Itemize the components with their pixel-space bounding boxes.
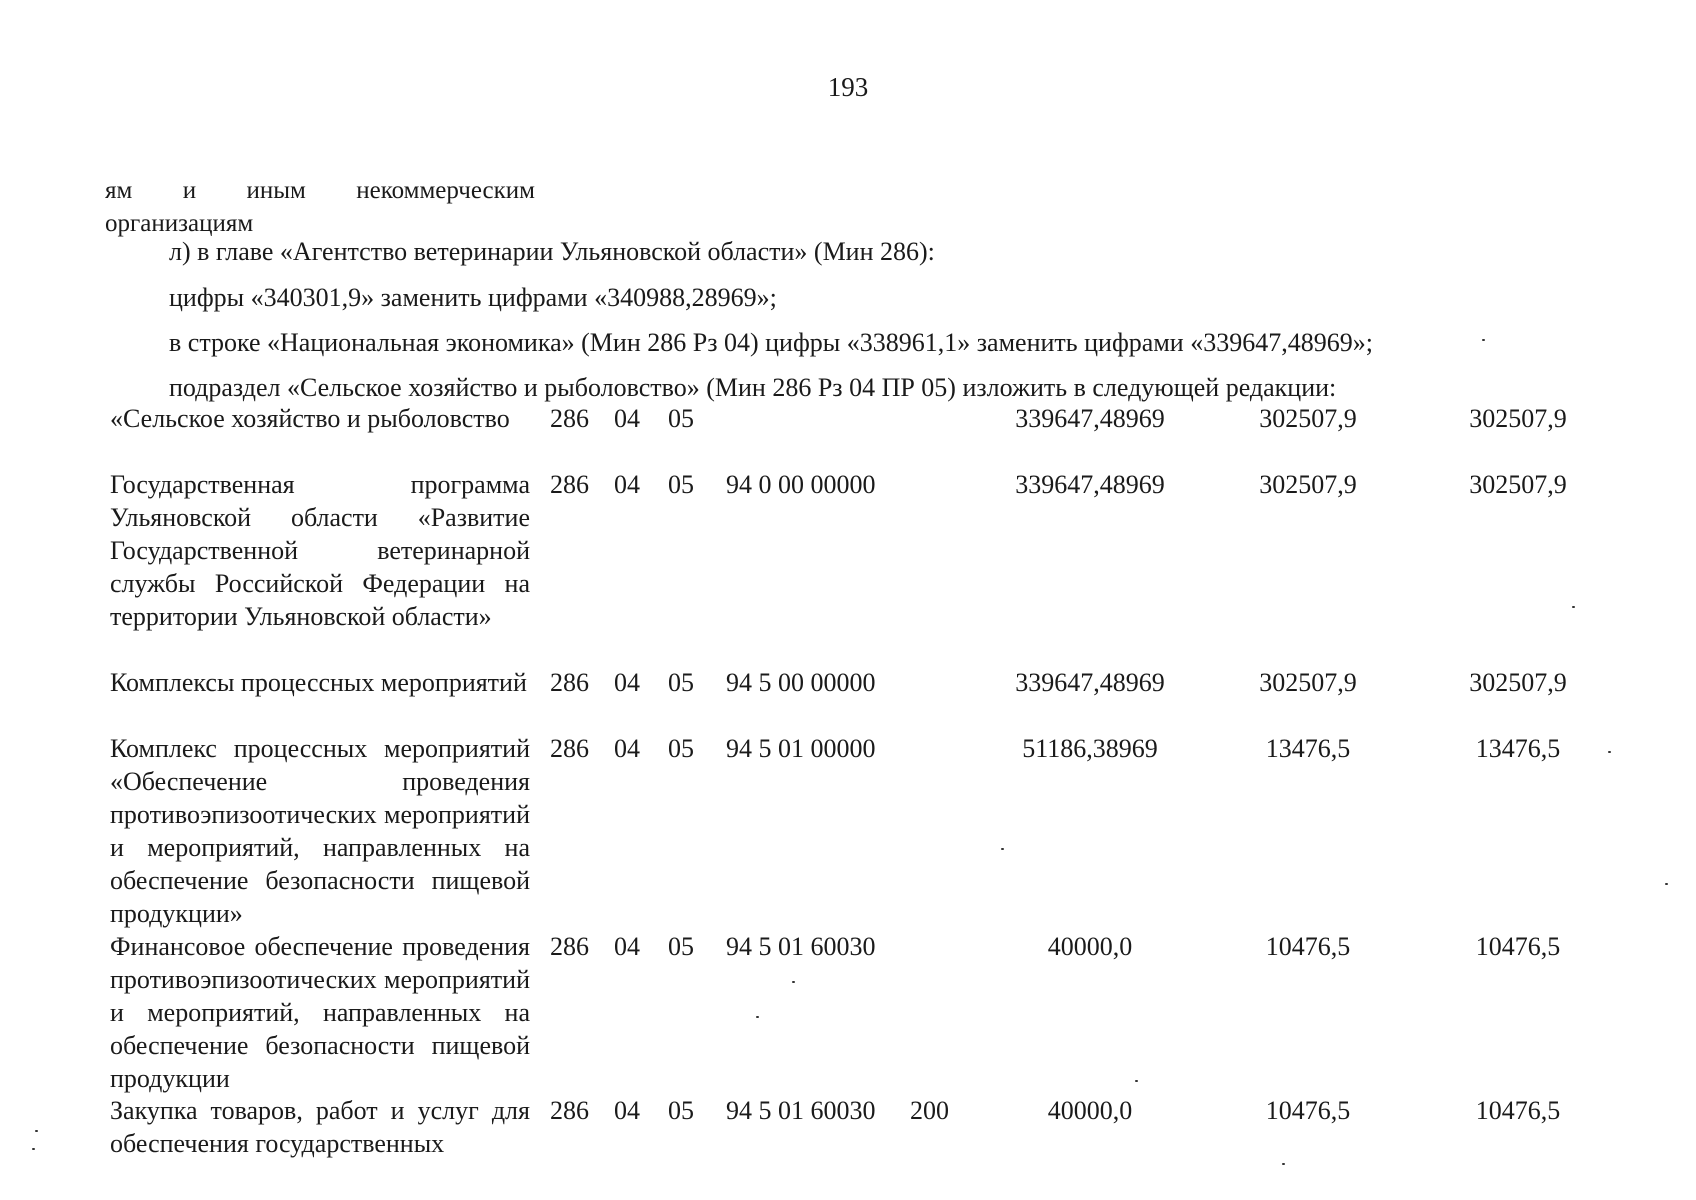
scan-speck (756, 1016, 759, 1018)
cell-value-3: 10476,5 (1475, 932, 1561, 961)
scan-speck (1482, 339, 1485, 341)
cell-min: 286 (550, 470, 589, 499)
row-name: Закупка товаров, работ и услуг для обеспечения государственных (110, 1096, 530, 1158)
cell-min: 286 (550, 404, 589, 433)
cell-value-2: 302507,9 (1259, 668, 1357, 697)
cell-value-3: 302507,9 (1469, 404, 1567, 433)
cell-rz: 04 (614, 404, 640, 433)
row-name: «Сельское хозяйство и рыболовство (110, 404, 510, 433)
cell-value-3: 302507,9 (1469, 668, 1567, 697)
row-name: Государственная программа Ульяновской области «Развитие Государственной ветеринарной службы Российской Федерации на территории Ульяновской области» (110, 470, 530, 631)
paragraph-figures-replace: цифры «340301,9» заменить цифрами «340988,28969»; (169, 283, 777, 312)
cell-csr: 94 5 01 00000 (726, 734, 876, 763)
cell-value-2: 10476,5 (1265, 1096, 1351, 1125)
paragraph-national-economy: в строке «Национальная экономика» (Мин 286 Рз 04) цифры «338961,1» заменить цифрами «339647,48969»; (169, 328, 1373, 357)
paragraph-subsection: подраздел «Сельское хозяйство и рыболовство» (Мин 286 Рз 04 ПР 05) изложить в следующей редакции: (169, 373, 1337, 402)
scan-speck (1282, 1163, 1285, 1165)
cell-value-1: 40000,0 (1047, 1096, 1133, 1125)
cell-pr: 05 (668, 470, 694, 499)
scan-speck (1665, 883, 1668, 885)
cell-rz: 04 (614, 470, 640, 499)
cell-value-1: 40000,0 (1047, 932, 1133, 961)
cell-min: 286 (550, 668, 589, 697)
cell-pr: 05 (668, 404, 694, 433)
cell-value-3: 10476,5 (1475, 1096, 1561, 1125)
cell-value-2: 13476,5 (1265, 734, 1351, 763)
scan-speck (1572, 606, 1575, 608)
continuation-text: ям и иным некоммерческим организациям (105, 177, 535, 237)
scan-speck (1608, 751, 1611, 753)
cell-value-3: 13476,5 (1475, 734, 1561, 763)
cell-value-1: 339647,48969 (1015, 404, 1165, 433)
cell-value-1: 339647,48969 (1015, 470, 1165, 499)
cell-vr: 200 (910, 1096, 949, 1125)
cell-min: 286 (550, 1096, 589, 1125)
scan-speck (1001, 848, 1004, 850)
row-name: Комплексы процессных мероприятий (110, 668, 527, 697)
cell-csr: 94 5 00 00000 (726, 668, 876, 697)
scan-speck (1135, 1080, 1138, 1082)
cell-rz: 04 (614, 1096, 640, 1125)
row-name: Финансовое обеспечение проведения противоэпизоотических мероприятий и мероприятий, направленных на обеспечение безопасности пищевой продукции (110, 932, 530, 1093)
cell-value-2: 302507,9 (1259, 470, 1357, 499)
scan-speck (32, 1148, 35, 1150)
cell-value-1: 339647,48969 (1015, 668, 1165, 697)
scan-speck (35, 1130, 38, 1132)
cell-value-1: 51186,38969 (1022, 734, 1158, 763)
paragraph-chapter: л) в главе «Агентство ветеринарии Ульяновской области» (Мин 286): (169, 237, 935, 266)
cell-value-2: 302507,9 (1259, 404, 1357, 433)
cell-min: 286 (550, 932, 589, 961)
scan-speck (792, 981, 795, 983)
cell-value-3: 302507,9 (1469, 470, 1567, 499)
cell-pr: 05 (668, 734, 694, 763)
cell-pr: 05 (668, 932, 694, 961)
cell-pr: 05 (668, 668, 694, 697)
cell-rz: 04 (614, 932, 640, 961)
cell-min: 286 (550, 734, 589, 763)
cell-csr: 94 5 01 60030 (726, 1096, 876, 1125)
cell-rz: 04 (614, 668, 640, 697)
cell-rz: 04 (614, 734, 640, 763)
cell-csr: 94 0 00 00000 (726, 470, 876, 499)
page-number: 193 (827, 72, 869, 102)
row-name: Комплекс процессных мероприятий «Обеспечение проведения противоэпизоотических мероприятий и мероприятий, направленных на обеспечение безопасности пищевой продукции» (110, 734, 530, 928)
cell-value-2: 10476,5 (1265, 932, 1351, 961)
cell-csr: 94 5 01 60030 (726, 932, 876, 961)
cell-pr: 05 (668, 1096, 694, 1125)
